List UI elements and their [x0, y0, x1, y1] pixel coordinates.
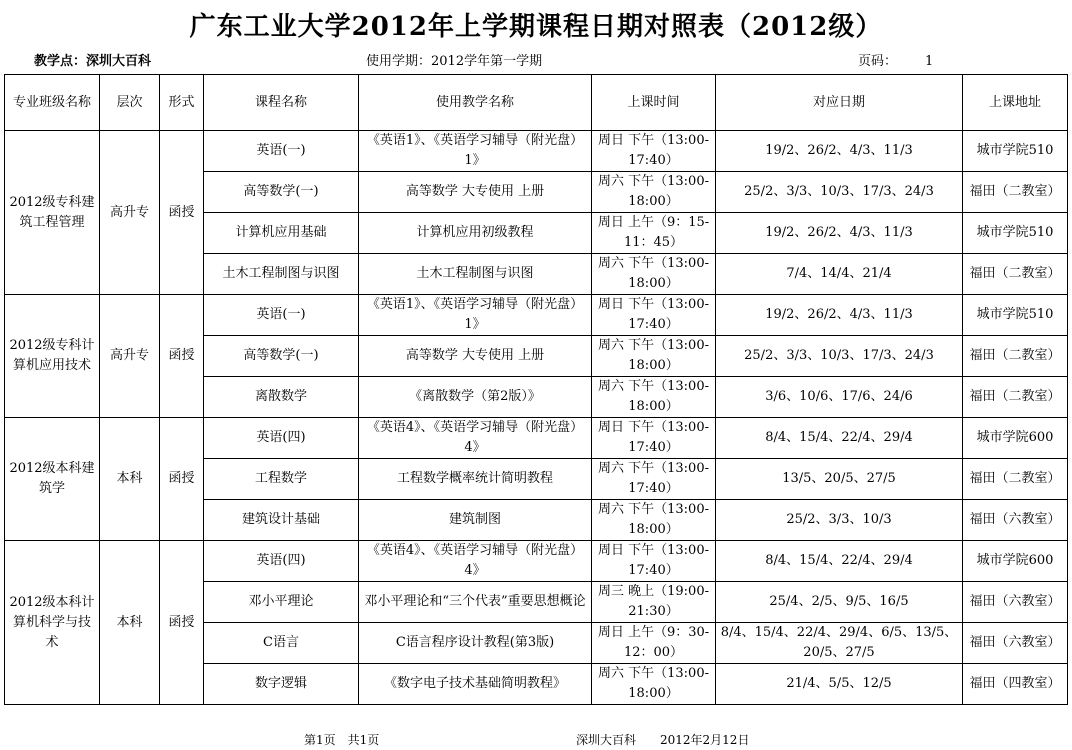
textbook-cell: 《英语4》、《英语学习辅导（附光盘）4》 [359, 541, 592, 582]
course-name-cell: 英语(一) [204, 131, 359, 172]
course-name-cell: 土木工程制图与识图 [204, 254, 359, 295]
table-row [5, 418, 1068, 459]
header-major: 专业班级名称 [5, 75, 100, 131]
course-name-cell: 工程数学 [204, 459, 359, 500]
textbook-cell: 土木工程制图与识图 [359, 254, 592, 295]
header-course-name: 课程名称 [204, 75, 359, 131]
course-name-cell: 计算机应用基础 [204, 213, 359, 254]
dates-cell: 25/2、3/3、10/3、17/3、24/3 [716, 172, 963, 213]
class-time-cell: 周六 下午（13:00-18:00） [592, 377, 716, 418]
major-cell: 2012级专科计算机应用技术 [5, 295, 100, 418]
header-textbook: 使用教学名称 [359, 75, 592, 131]
textbook-cell: 《英语4》、《英语学习辅导（附光盘）4》 [359, 418, 592, 459]
class-time-cell: 周六 下午（13:00-18:00） [592, 500, 716, 541]
header-dates: 对应日期 [716, 75, 963, 131]
dates-cell: 25/2、3/3、10/3 [716, 500, 963, 541]
location-cell: 城市学院510 [963, 213, 1068, 254]
header-level: 层次 [100, 75, 160, 131]
textbook-cell: 邓小平理论和“三个代表”重要思想概论 [359, 582, 592, 623]
page-number-value: 1 [925, 54, 934, 69]
textbook-cell: 计算机应用初级教程 [359, 213, 592, 254]
class-time-cell: 周日 下午（13:00-17:40） [592, 295, 716, 336]
dates-cell: 8/4、15/4、22/4、29/4、6/5、13/5、20/5、27/5 [716, 623, 963, 664]
textbook-cell: 《英语1》、《英语学习辅导（附光盘）1》 [359, 131, 592, 172]
class-time-cell: 周日 下午（13:00-17:40） [592, 418, 716, 459]
schedule-table [4, 74, 1068, 705]
location-cell: 福田（六教室） [963, 582, 1068, 623]
location-cell: 福田（二教室） [963, 459, 1068, 500]
major-cell: 2012级本科计算机科学与技术 [5, 541, 100, 705]
course-name-cell: 高等数学(一) [204, 172, 359, 213]
course-name-cell: 建筑设计基础 [204, 500, 359, 541]
class-time-cell: 周六 下午（13:00-17:40） [592, 459, 716, 500]
location-cell: 城市学院600 [963, 541, 1068, 582]
class-time-cell: 周日 上午（9：15-11：45） [592, 213, 716, 254]
textbook-cell: C语言程序设计教程(第3版) [359, 623, 592, 664]
course-name-cell: 高等数学(一) [204, 336, 359, 377]
location-cell: 福田（二教室） [963, 377, 1068, 418]
course-name-cell: 数字逻辑 [204, 664, 359, 705]
header-form: 形式 [160, 75, 204, 131]
form-cell: 函授 [160, 131, 204, 295]
form-cell: 函授 [160, 418, 204, 541]
dates-cell: 25/2、3/3、10/3、17/3、24/3 [716, 336, 963, 377]
dates-cell: 25/4、2/5、9/5、16/5 [716, 582, 963, 623]
class-time-cell: 周三 晚上（19:00-21:30） [592, 582, 716, 623]
location-cell: 城市学院600 [963, 418, 1068, 459]
dates-cell: 3/6、10/6、17/6、24/6 [716, 377, 963, 418]
dates-cell: 19/2、26/2、4/3、11/3 [716, 213, 963, 254]
course-name-cell: 英语(四) [204, 418, 359, 459]
location-cell: 城市学院510 [963, 131, 1068, 172]
page-title: 广东工业大学2012年上学期课程日期对照表（2012级） [189, 12, 883, 42]
page-number-caption: 页码： [858, 54, 898, 69]
textbook-cell: 《英语1》、《英语学习辅导（附光盘）1》 [359, 295, 592, 336]
level-cell: 高升专 [100, 295, 160, 418]
dates-cell: 19/2、26/2、4/3、11/3 [716, 295, 963, 336]
location-cell: 城市学院510 [963, 295, 1068, 336]
location-cell: 福田（六教室） [963, 623, 1068, 664]
level-cell: 本科 [100, 418, 160, 541]
term-label: 使用学期：2012学年第一学期 [366, 54, 543, 69]
teaching-point-label: 教学点：深圳大百科 [34, 54, 152, 69]
textbook-cell: 高等数学 大专使用 上册 [359, 172, 592, 213]
header-row [5, 75, 1068, 131]
form-cell: 函授 [160, 295, 204, 418]
header-location: 上课地址 [963, 75, 1068, 131]
location-cell: 福田（二教室） [963, 172, 1068, 213]
dates-cell: 8/4、15/4、22/4、29/4 [716, 541, 963, 582]
textbook-cell: 高等数学 大专使用 上册 [359, 336, 592, 377]
class-time-cell: 周日 下午（13:00-17:40） [592, 131, 716, 172]
level-cell: 本科 [100, 541, 160, 705]
course-name-cell: 邓小平理论 [204, 582, 359, 623]
major-cell: 2012级专科建筑工程管理 [5, 131, 100, 295]
footer-page-info: 第1页 共1页 [304, 733, 380, 747]
dates-cell: 13/5、20/5、27/5 [716, 459, 963, 500]
table-row [5, 541, 1068, 582]
level-cell: 高升专 [100, 131, 160, 295]
location-cell: 福田（四教室） [963, 664, 1068, 705]
textbook-cell: 建筑制图 [359, 500, 592, 541]
course-name-cell: 离散数学 [204, 377, 359, 418]
location-cell: 福田（六教室） [963, 500, 1068, 541]
class-time-cell: 周六 下午（13:00-18:00） [592, 172, 716, 213]
header-class-time: 上课时间 [592, 75, 716, 131]
table-row [5, 131, 1068, 172]
dates-cell: 7/4、14/4、21/4 [716, 254, 963, 295]
form-cell: 函授 [160, 541, 204, 705]
dates-cell: 8/4、15/4、22/4、29/4 [716, 418, 963, 459]
dates-cell: 21/4、5/5、12/5 [716, 664, 963, 705]
class-time-cell: 周六 下午（13:00-18:00） [592, 336, 716, 377]
textbook-cell: 《数字电子技术基础简明教程》 [359, 664, 592, 705]
page-number-label [858, 50, 933, 69]
location-cell: 福田（二教室） [963, 254, 1068, 295]
class-time-cell: 周六 下午（13:00-18:00） [592, 254, 716, 295]
course-name-cell: 英语(一) [204, 295, 359, 336]
major-cell: 2012级本科建筑学 [5, 418, 100, 541]
class-time-cell: 周六 下午（13:00-18:00） [592, 664, 716, 705]
textbook-cell: 工程数学概率统计简明教程 [359, 459, 592, 500]
footer-org-date: 深圳大百科 2012年2月12日 [576, 733, 750, 747]
dates-cell: 19/2、26/2、4/3、11/3 [716, 131, 963, 172]
course-name-cell: 英语(四) [204, 541, 359, 582]
class-time-cell: 周日 下午（13:00-17:40） [592, 541, 716, 582]
class-time-cell: 周日 上午（9：30-12：00） [592, 623, 716, 664]
course-name-cell: C语言 [204, 623, 359, 664]
textbook-cell: 《离散数学（第2版）》 [359, 377, 592, 418]
table-row [5, 295, 1068, 336]
location-cell: 福田（二教室） [963, 336, 1068, 377]
